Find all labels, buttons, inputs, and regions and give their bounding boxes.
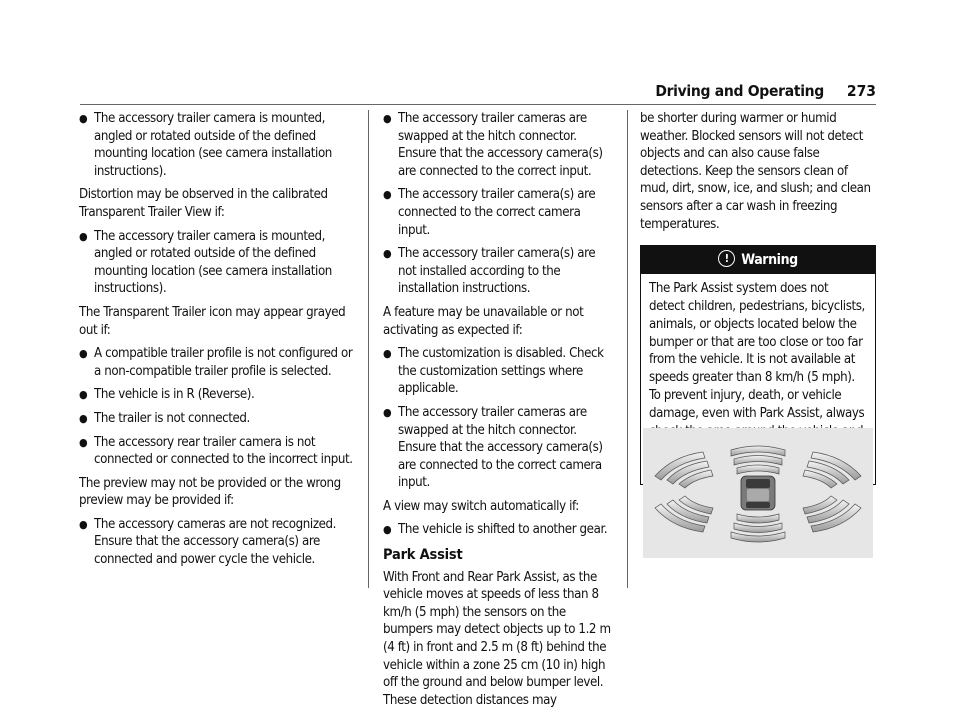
paragraph: A view may switch automatically if: bbox=[383, 498, 579, 514]
paragraph: be shorter during warmer or humid weather. Blocked sensors will not detect objects and can also cause false detections. Keep the sensors clean of mud, dirt, snow, ice, and slush; and clean sensors after a car wash in freezing temperatures. bbox=[640, 111, 871, 232]
section-title: Driving and Operating bbox=[655, 82, 824, 100]
bullet-item bbox=[79, 410, 355, 428]
bullet-icon: ● bbox=[79, 435, 88, 449]
paragraph: The preview may not be provided or the wrong preview may be provided if: bbox=[79, 475, 341, 509]
bullet-text: The accessory trailer cameras are swapped at the hitch connector. Ensure that the accessory camera(s) are connected to the correct input. bbox=[398, 111, 603, 179]
section-heading: Park Assist bbox=[383, 547, 463, 564]
bullet-icon: ● bbox=[79, 229, 88, 243]
bullet-item bbox=[383, 521, 615, 539]
bullet-icon: ● bbox=[383, 523, 392, 537]
paragraph: The Transparent Trailer icon may appear grayed out if: bbox=[79, 304, 346, 338]
bullet-item bbox=[383, 110, 615, 180]
column-2 bbox=[383, 110, 615, 715]
bullet-icon: ● bbox=[383, 347, 392, 361]
bullet-item bbox=[79, 228, 355, 298]
park-assist-sensor-zones-icon bbox=[643, 428, 873, 558]
bullet-text: The accessory rear trailer camera is not connected or connected to the incorrect input. bbox=[94, 434, 353, 468]
bullet-item bbox=[79, 386, 355, 404]
running-header bbox=[655, 82, 876, 106]
bullet-item bbox=[79, 516, 355, 569]
bullet-text: A compatible trailer profile is not configured or a non-compatible trailer profile is selected. bbox=[94, 346, 353, 379]
bullet-item bbox=[79, 110, 355, 180]
paragraph: Distortion may be observed in the calibrated Transparent Trailer View if: bbox=[79, 187, 328, 220]
bullet-text: The accessory cameras are not recognized. Ensure that the accessory camera(s) are connected and power cycle the vehicle. bbox=[94, 516, 337, 568]
bullet-icon: ● bbox=[383, 188, 392, 202]
bullet-text: The accessory trailer camera is mounted, angled or rotated outside of the defined mounting location (see camera installation instructions). bbox=[94, 228, 332, 297]
bullet-item bbox=[79, 434, 355, 469]
paragraph: A feature may be unavailable or not activating as expected if: bbox=[383, 304, 584, 338]
bullet-item bbox=[383, 245, 615, 298]
warning-body: The Park Assist system does not detect children, pedestrians, bicyclists, animals, or objects located below the bumper or that are too close or too far from the vehicle. It is not available at speeds greater than 8 km/h (5 mph). To prevent injury, death, or vehicle damage, even with Park Assist, always bbox=[649, 281, 865, 421]
bullet-item bbox=[383, 186, 615, 239]
column-1 bbox=[79, 110, 355, 575]
bullet-text: The accessory trailer camera(s) are connected to the correct camera input. bbox=[398, 187, 596, 238]
bullet-icon: ● bbox=[383, 405, 392, 419]
bullet-text: The vehicle is in R (Reverse). bbox=[94, 387, 255, 403]
vehicle-icon bbox=[741, 476, 775, 510]
paragraph: With Front and Rear Park Assist, as the vehicle moves at speeds of less than 8 km/h (5 mph) the sensors on the bumpers may detect objects up to 1.2 m (4 ft) in front and 2.5 m (8 ft) behind the vehicle within a zone 25 cm (10 in) high off the ground and below bumper level. These detection distances may bbox=[383, 569, 611, 708]
bullet-text: The accessory trailer cameras are swapped at the hitch connector. Ensure that the accessory camera(s) are connected to the correct camera input. bbox=[398, 404, 603, 491]
warning-title: Warning bbox=[741, 252, 798, 269]
page-number: 273 bbox=[846, 82, 876, 100]
bullet-icon: ● bbox=[79, 347, 88, 361]
bullet-icon: ● bbox=[383, 112, 392, 125]
bullet-icon: ● bbox=[79, 517, 88, 531]
bullet-icon: ● bbox=[79, 411, 88, 425]
bullet-text: The customization is disabled. Check the customization settings where applicable. bbox=[398, 346, 604, 397]
bullet-icon: ● bbox=[79, 112, 88, 125]
bullet-text: The accessory trailer camera(s) are not installed according to the installation instructions. bbox=[398, 246, 596, 297]
header-rule bbox=[80, 104, 876, 105]
bullet-text: The vehicle is shifted to another gear. bbox=[398, 522, 608, 538]
bullet-item bbox=[79, 345, 355, 380]
bullet-text: The trailer is not connected. bbox=[94, 410, 250, 426]
column-divider-1 bbox=[368, 110, 369, 588]
column-divider-2 bbox=[627, 110, 628, 588]
warning-icon: ! bbox=[718, 250, 735, 267]
bullet-icon: ● bbox=[79, 388, 88, 402]
bullet-icon: ● bbox=[383, 247, 392, 261]
park-assist-illustration bbox=[643, 428, 873, 558]
bullet-text: The accessory trailer camera is mounted, angled or rotated outside of the defined mounting location (see camera installation instructions). bbox=[94, 111, 332, 179]
warning-header bbox=[641, 246, 875, 274]
bullet-item bbox=[383, 345, 615, 398]
bullet-item bbox=[383, 404, 615, 492]
